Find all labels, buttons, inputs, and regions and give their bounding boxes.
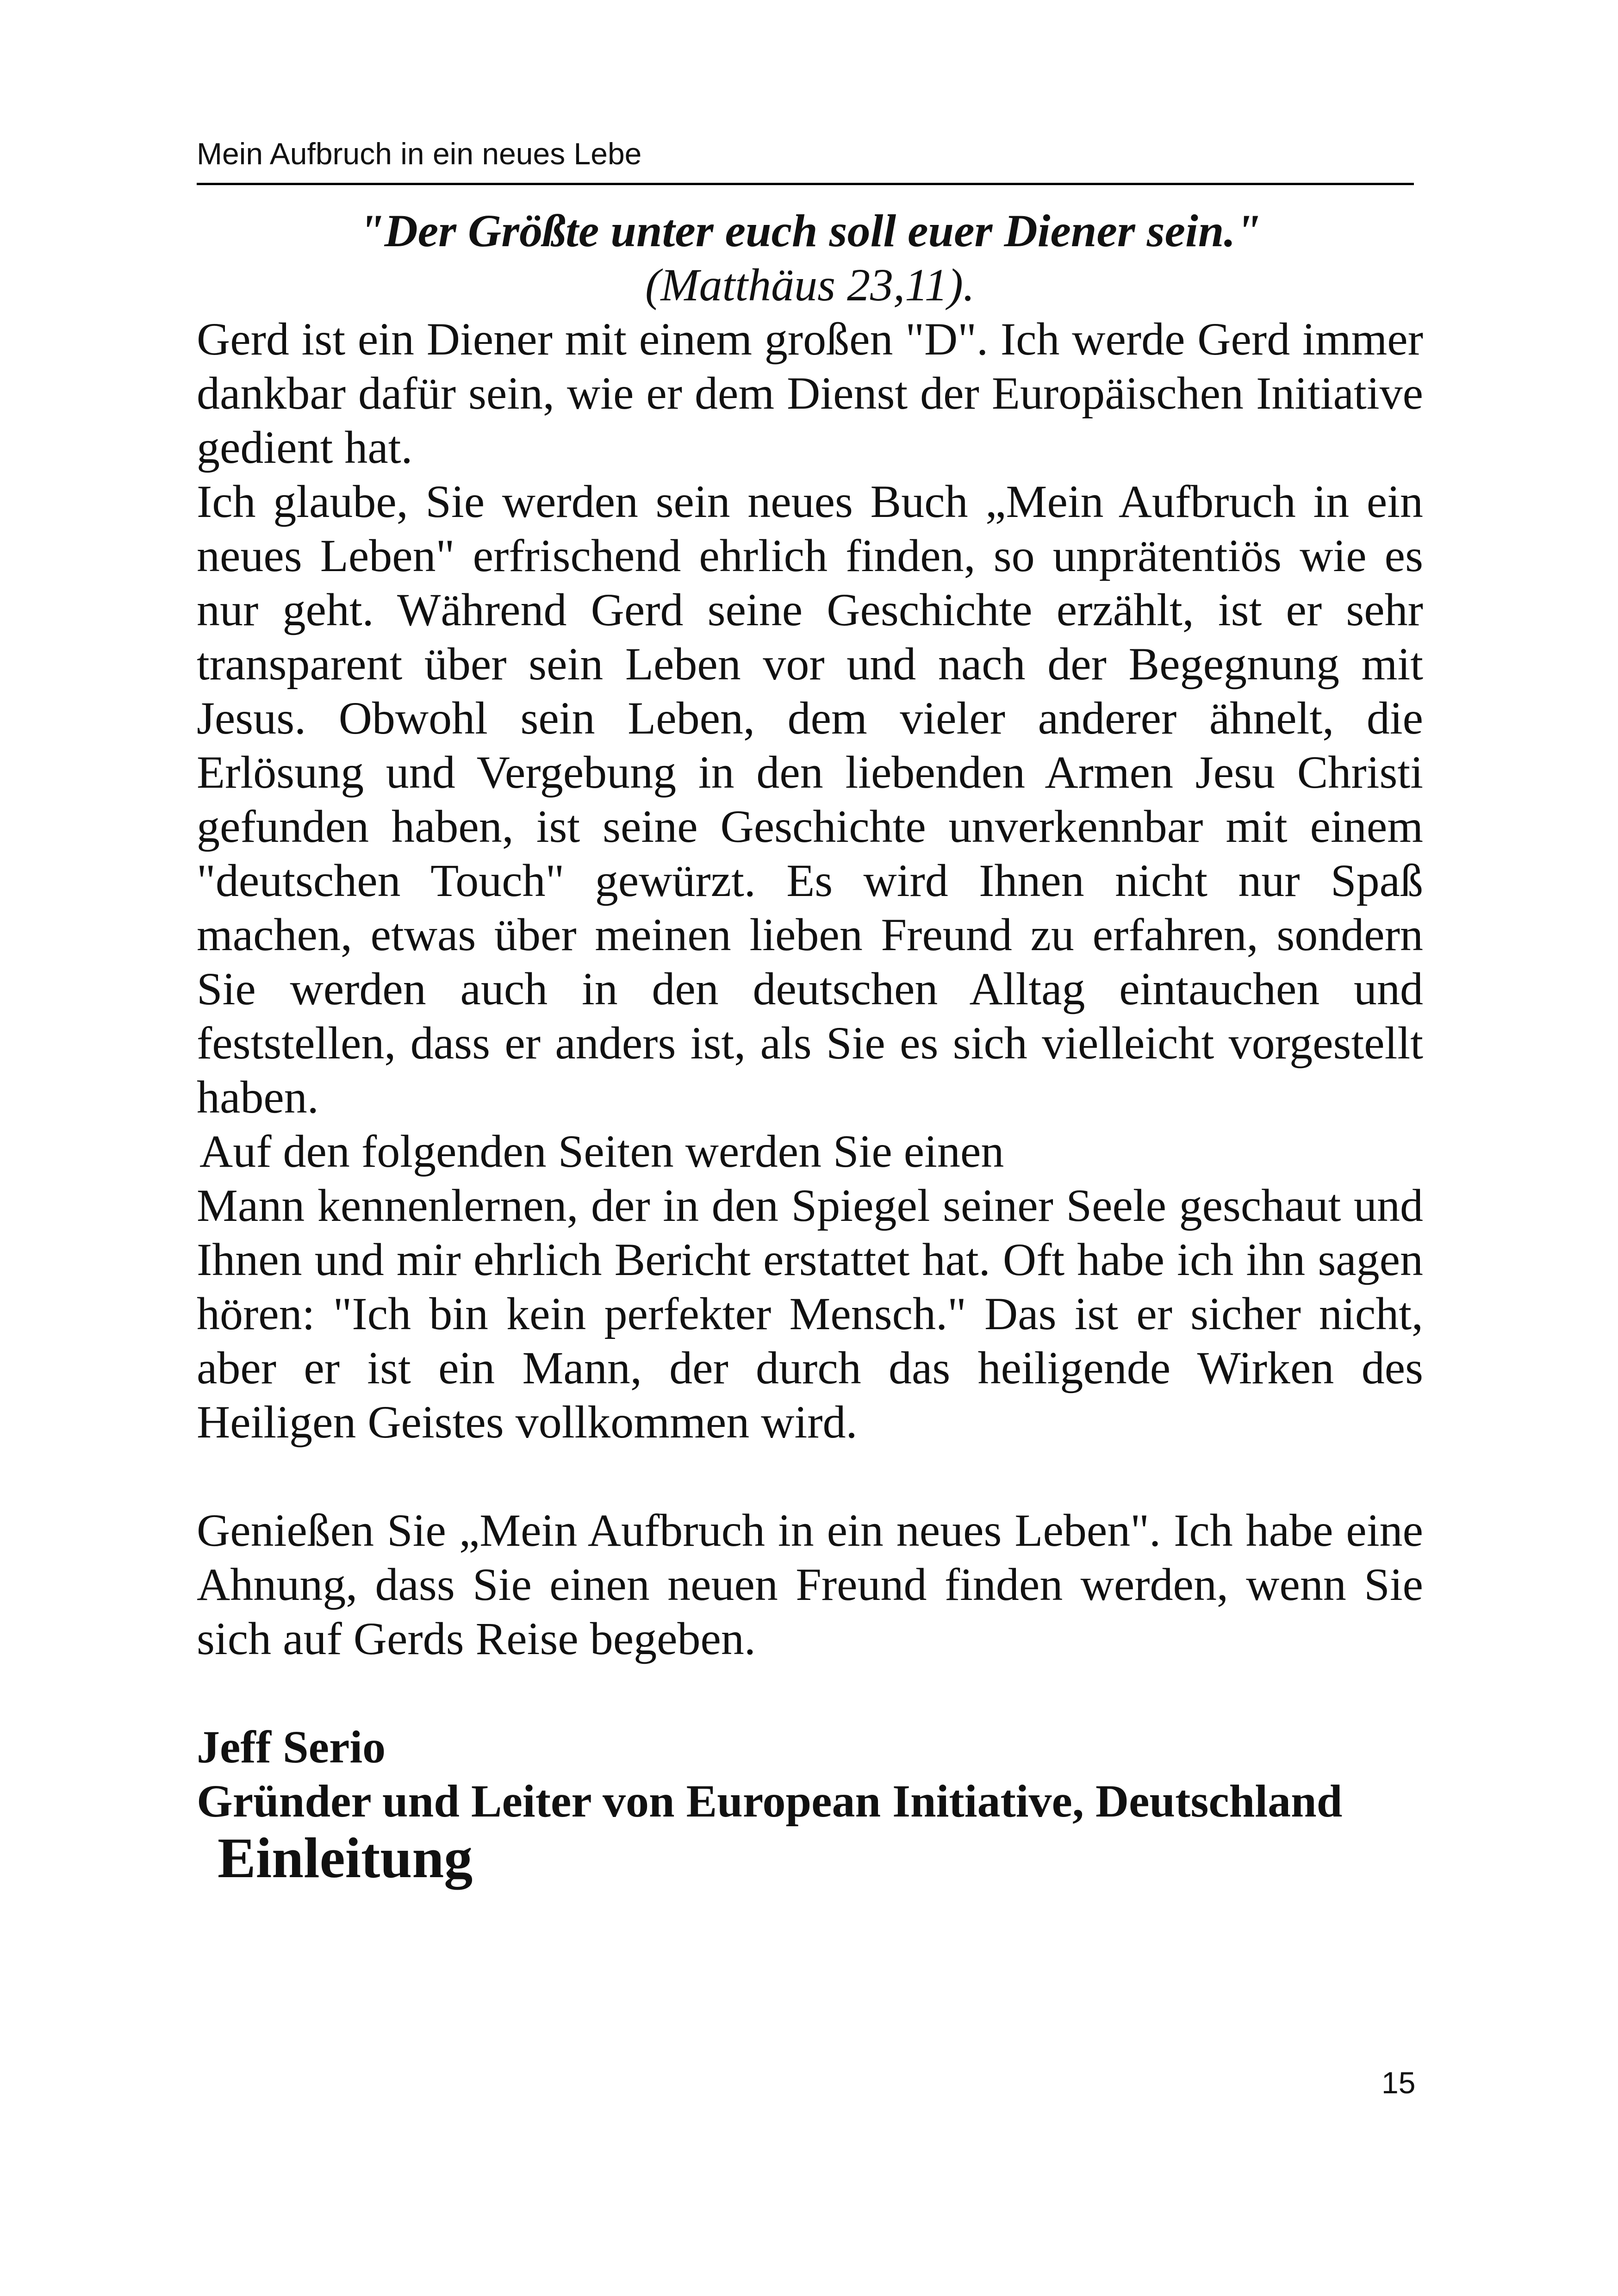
body-paragraph: Auf den folgenden Seiten werden Sie einen [199, 1126, 1004, 1177]
body-paragraph: Mann kennenlernen, der in den Spiegel seiner Seele geschaut und Ihnen und mir ehrlich Bericht erstattet hat. Oft habe ich ihn sagen hören: "Ich bin kein perfekter Mensch." Das ist er sicher nicht, aber er ist ein Mann, der durch das heiligende Wirken des Heiligen Geistes vollkommen wird. [197, 1180, 1423, 1448]
bible-quote-reference: (Matthäus 23,11). [645, 259, 975, 311]
running-header: Mein Aufbruch in ein neues Lebe [197, 137, 642, 171]
body-paragraph: Gerd ist ein Diener mit einem großen "D". Ich werde Gerd immer dankbar dafür sein, wie er dem Dienst der Europäischen Initiative gedient hat. [197, 313, 1423, 473]
body-paragraph: Genießen Sie „Mein Aufbruch in ein neues Leben". Ich habe eine Ahnung, dass Sie einen neuen Freund finden werden, wenn Sie sich auf Gerds Reise begeben. [197, 1505, 1423, 1664]
signature-role: Gründer und Leiter von European Initiative, Deutschland [197, 1775, 1343, 1827]
body-paragraph: Ich glaube, Sie werden sein neues Buch „Mein Aufbruch in ein neues Leben" erfrischend ehrlich finden, so unprätentiös wie es nur geht. Während Gerd seine Geschichte erzählt, ist er sehr transparent über sein Leben vor und nach der Begegnung mit Jesus. Obwohl sein Leben, dem vieler anderer ähnelt, die Erlösung und Vergebung in den liebenden Armen Jesu Christi gefunden haben, ist seine Geschichte unverkennbar mit einem "deutschen Touch" gewürzt. Es wird Ihnen nicht nur Spaß machen, etwas über meinen lieben Freund zu erfahren, sondern Sie werden auch in den deutschen Alltag eintauchen und feststellen, dass er anders ist, als Sie es sich vielleicht vorgestellt haben. [197, 476, 1423, 1123]
header-rule [197, 183, 1414, 185]
paragraph-spacer [197, 1666, 1423, 1720]
signature-name: Jeff Serio [197, 1721, 386, 1773]
bible-quote: "Der Größte unter euch soll euer Diener sein." [359, 205, 1261, 256]
paragraph-spacer [197, 1449, 1423, 1503]
page-number: 15 [1382, 2066, 1416, 2100]
chapter-title: Einleitung [218, 1826, 473, 1890]
page-content [197, 204, 1423, 1888]
